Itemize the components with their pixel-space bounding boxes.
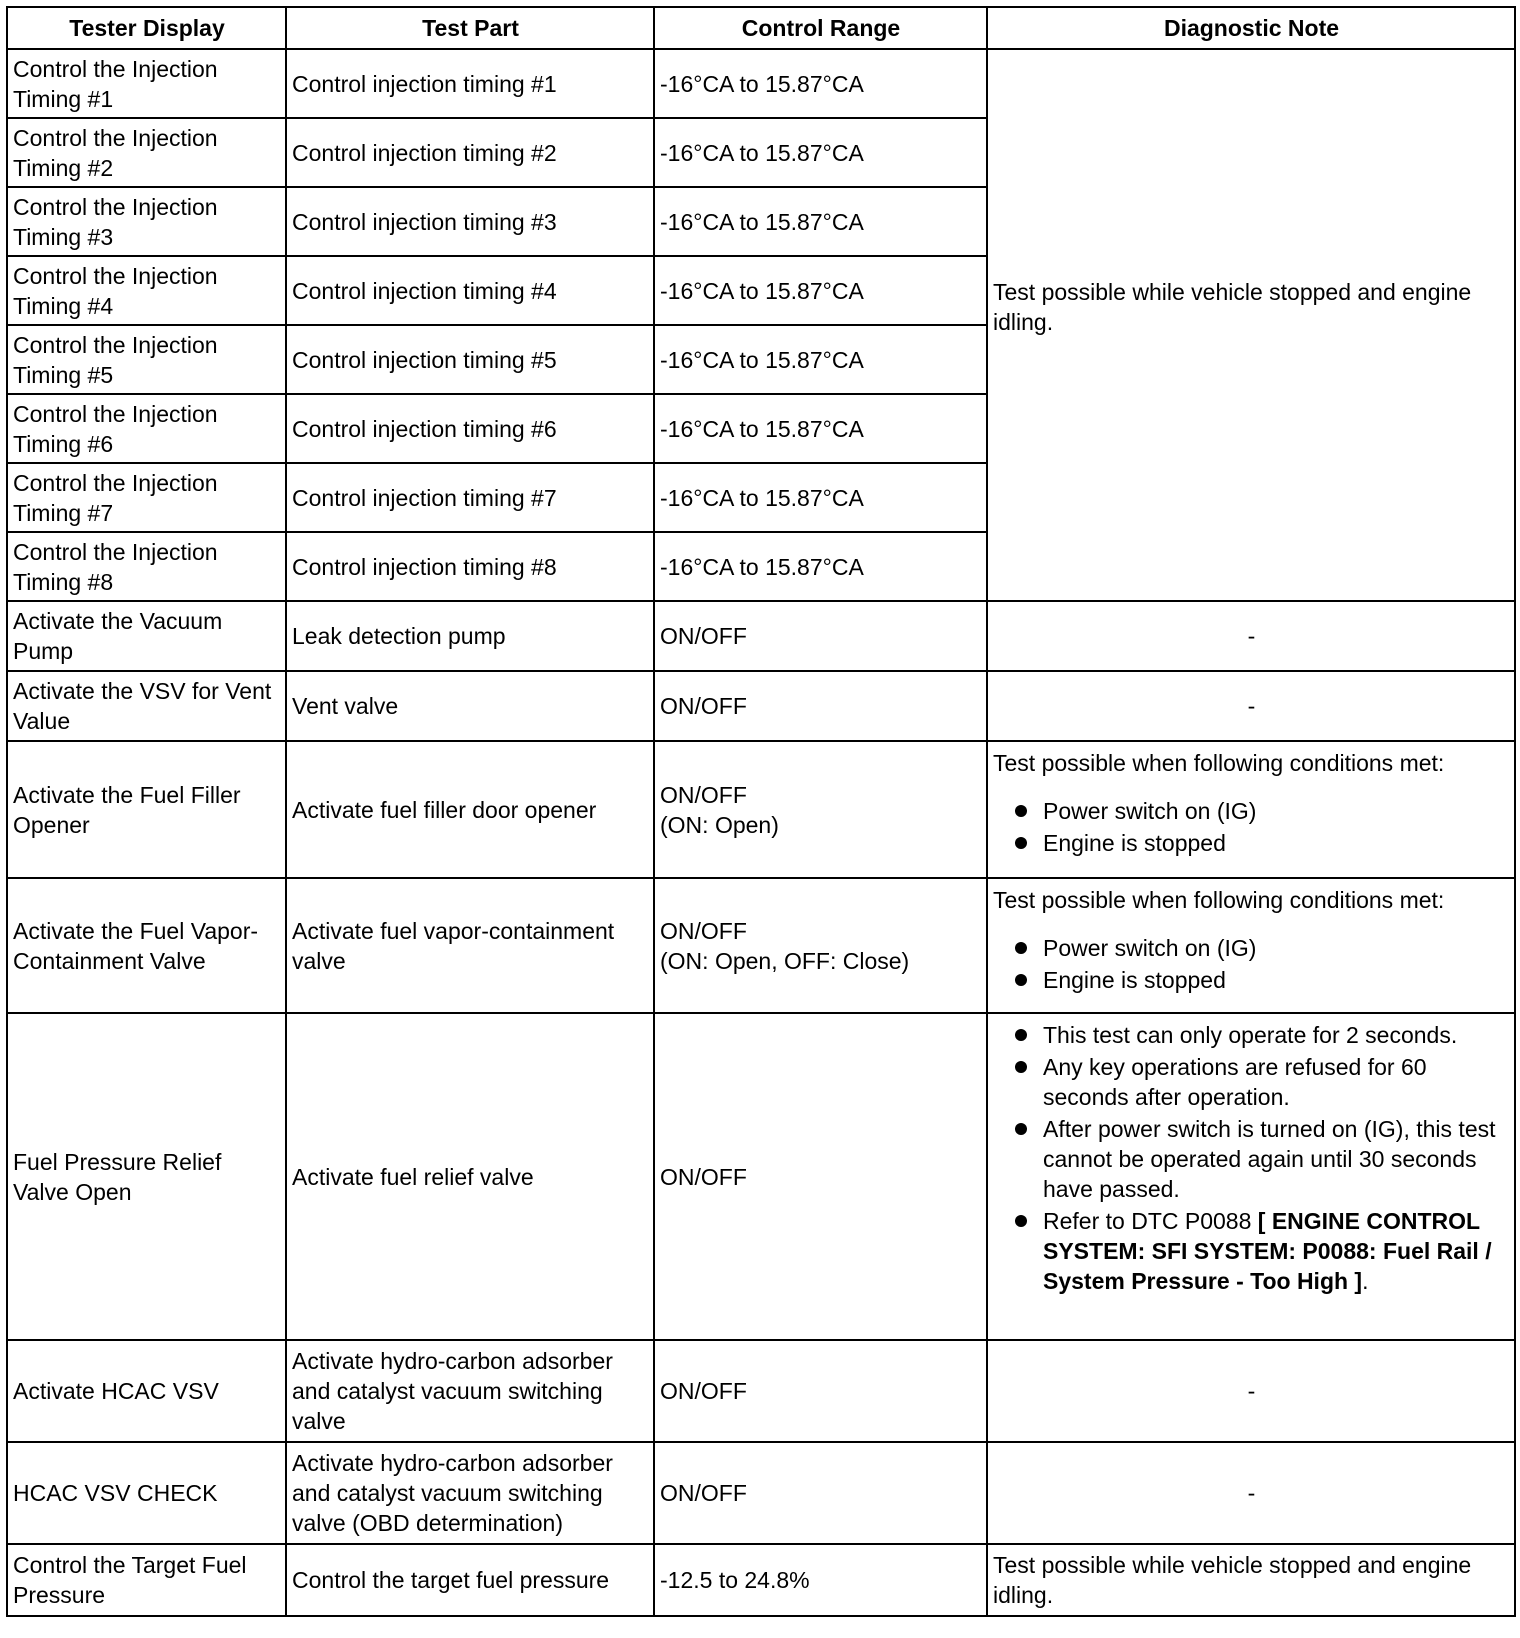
tester-display-cell: Fuel Pressure Relief Valve Open bbox=[7, 1013, 286, 1340]
dtc-reference-link[interactable]: [ ENGINE CONTROL SYSTEM: SFI SYSTEM: P0088: Fuel Rail / System Pressure - Too High ] bbox=[1043, 1208, 1492, 1294]
tester-display-cell: Activate the VSV for Vent Value bbox=[7, 671, 286, 741]
header-control-range: Control Range bbox=[654, 7, 987, 49]
control-range-cell: -16°CA to 15.87°CA bbox=[654, 325, 987, 394]
test-part-cell: Control injection timing #4 bbox=[286, 256, 654, 325]
tester-display-cell: Control the Injection Timing #6 bbox=[7, 394, 286, 463]
header-diagnostic-note: Diagnostic Note bbox=[987, 7, 1515, 49]
tester-display-cell: Activate the Vacuum Pump bbox=[7, 601, 286, 671]
test-part-cell: Activate fuel filler door opener bbox=[286, 741, 654, 878]
list-item bbox=[993, 965, 1510, 995]
control-range-line: ON/OFF bbox=[660, 917, 747, 944]
list-item-text: This test can only operate for 2 seconds. bbox=[1043, 1022, 1458, 1048]
list-item-text: Power switch on (IG) bbox=[1043, 935, 1257, 961]
test-part-cell: Activate hydro-carbon adsorber and catalyst vacuum switching valve bbox=[286, 1340, 654, 1442]
note-lead-text: Test possible when following conditions met: bbox=[993, 750, 1445, 776]
control-range-line: ON/OFF bbox=[660, 781, 747, 808]
test-part-cell: Activate fuel vapor-containment valve bbox=[286, 878, 654, 1013]
test-part-cell: Control injection timing #3 bbox=[286, 187, 654, 256]
control-range-cell: ON/OFF bbox=[654, 601, 987, 671]
test-part-cell: Control injection timing #6 bbox=[286, 394, 654, 463]
list-item bbox=[993, 1052, 1510, 1112]
test-part-cell: Control injection timing #8 bbox=[286, 532, 654, 601]
table-row bbox=[7, 741, 1515, 878]
table-row bbox=[7, 878, 1515, 1013]
control-range-line: (ON: Open) bbox=[660, 811, 779, 838]
test-part-cell: Control injection timing #2 bbox=[286, 118, 654, 187]
bullet-list bbox=[993, 796, 1510, 858]
bullet-icon bbox=[1015, 942, 1027, 954]
table-row bbox=[7, 1442, 1515, 1544]
bullet-list bbox=[993, 933, 1510, 995]
control-range-cell bbox=[654, 878, 987, 1013]
list-item-text: Any key operations are refused for 60 seconds after operation. bbox=[1043, 1054, 1427, 1110]
bullet-icon bbox=[1015, 837, 1027, 849]
diagnostic-note-cell: - bbox=[987, 1442, 1515, 1544]
reference-prefix: Refer to DTC P0088 bbox=[1043, 1208, 1258, 1234]
table-row bbox=[7, 601, 1515, 671]
list-item bbox=[993, 796, 1510, 826]
diagnostic-note-cell: - bbox=[987, 671, 1515, 741]
list-item-text: Power switch on (IG) bbox=[1043, 798, 1257, 824]
note-lead-text: Test possible when following conditions met: bbox=[993, 887, 1445, 913]
bullet-icon bbox=[1015, 1123, 1027, 1135]
tester-display-cell: Control the Target Fuel Pressure bbox=[7, 1544, 286, 1616]
tester-display-cell: Control the Injection Timing #3 bbox=[7, 187, 286, 256]
tester-display-cell: Control the Injection Timing #1 bbox=[7, 49, 286, 118]
control-range-cell: -16°CA to 15.87°CA bbox=[654, 187, 987, 256]
list-item bbox=[993, 828, 1510, 858]
tester-display-cell: Control the Injection Timing #2 bbox=[7, 118, 286, 187]
header-tester-display: Tester Display bbox=[7, 7, 286, 49]
bullet-list bbox=[993, 1020, 1510, 1296]
tester-display-cell: Control the Injection Timing #8 bbox=[7, 532, 286, 601]
reference-suffix: . bbox=[1362, 1268, 1369, 1294]
tester-display-cell: Activate the Fuel Filler Opener bbox=[7, 741, 286, 878]
control-range-cell: -16°CA to 15.87°CA bbox=[654, 394, 987, 463]
active-test-table bbox=[6, 6, 1516, 1617]
list-item-text: After power switch is turned on (IG), this test cannot be operated again until 30 seconds have passed. bbox=[1043, 1116, 1496, 1202]
test-part-cell: Leak detection pump bbox=[286, 601, 654, 671]
diagnostic-note-cell: Test possible while vehicle stopped and engine idling. bbox=[987, 1544, 1515, 1616]
control-range-cell: ON/OFF bbox=[654, 1013, 987, 1340]
diagnostic-note-cell: - bbox=[987, 601, 1515, 671]
control-range-cell: -16°CA to 15.87°CA bbox=[654, 532, 987, 601]
test-part-cell: Activate hydro-carbon adsorber and catalyst vacuum switching valve (OBD determination) bbox=[286, 1442, 654, 1544]
bullet-icon bbox=[1015, 805, 1027, 817]
diagnostic-note-cell: Test possible while vehicle stopped and engine idling. bbox=[987, 49, 1515, 601]
test-part-cell: Control injection timing #5 bbox=[286, 325, 654, 394]
control-range-cell: -12.5 to 24.8% bbox=[654, 1544, 987, 1616]
tester-display-cell: Control the Injection Timing #5 bbox=[7, 325, 286, 394]
test-part-cell: Control the target fuel pressure bbox=[286, 1544, 654, 1616]
table-row bbox=[7, 1013, 1515, 1340]
tester-display-cell: Control the Injection Timing #4 bbox=[7, 256, 286, 325]
control-range-line: (ON: Open, OFF: Close) bbox=[660, 947, 910, 974]
test-part-cell: Control injection timing #7 bbox=[286, 463, 654, 532]
diagnostic-note-cell: - bbox=[987, 1340, 1515, 1442]
table-row bbox=[7, 49, 1515, 118]
control-range-cell: ON/OFF bbox=[654, 1442, 987, 1544]
list-item bbox=[993, 933, 1510, 963]
list-item bbox=[993, 1114, 1510, 1204]
list-item bbox=[993, 1020, 1510, 1050]
header-row bbox=[7, 7, 1515, 49]
bullet-icon bbox=[1015, 1061, 1027, 1073]
bullet-icon bbox=[1015, 974, 1027, 986]
bullet-icon bbox=[1015, 1029, 1027, 1041]
diagnostic-note-cell bbox=[987, 741, 1515, 878]
test-part-cell: Control injection timing #1 bbox=[286, 49, 654, 118]
diagnostic-note-cell bbox=[987, 1013, 1515, 1340]
tester-display-cell: Activate the Fuel Vapor-Containment Valve bbox=[7, 878, 286, 1013]
control-range-cell: ON/OFF bbox=[654, 671, 987, 741]
tester-display-cell: Control the Injection Timing #7 bbox=[7, 463, 286, 532]
list-item-text: Engine is stopped bbox=[1043, 967, 1226, 993]
header-test-part: Test Part bbox=[286, 7, 654, 49]
table-row bbox=[7, 1340, 1515, 1442]
control-range-cell: ON/OFF bbox=[654, 1340, 987, 1442]
control-range-cell bbox=[654, 741, 987, 878]
control-range-cell: -16°CA to 15.87°CA bbox=[654, 463, 987, 532]
table-row bbox=[7, 1544, 1515, 1616]
tester-display-cell: HCAC VSV CHECK bbox=[7, 1442, 286, 1544]
bullet-icon bbox=[1015, 1215, 1027, 1227]
list-item-text: Engine is stopped bbox=[1043, 830, 1226, 856]
control-range-cell: -16°CA to 15.87°CA bbox=[654, 49, 987, 118]
test-part-cell: Activate fuel relief valve bbox=[286, 1013, 654, 1340]
table-row bbox=[7, 671, 1515, 741]
diagnostic-note-cell bbox=[987, 878, 1515, 1013]
list-item bbox=[993, 1206, 1510, 1296]
control-range-cell: -16°CA to 15.87°CA bbox=[654, 118, 987, 187]
tester-display-cell: Activate HCAC VSV bbox=[7, 1340, 286, 1442]
test-part-cell: Vent valve bbox=[286, 671, 654, 741]
control-range-cell: -16°CA to 15.87°CA bbox=[654, 256, 987, 325]
